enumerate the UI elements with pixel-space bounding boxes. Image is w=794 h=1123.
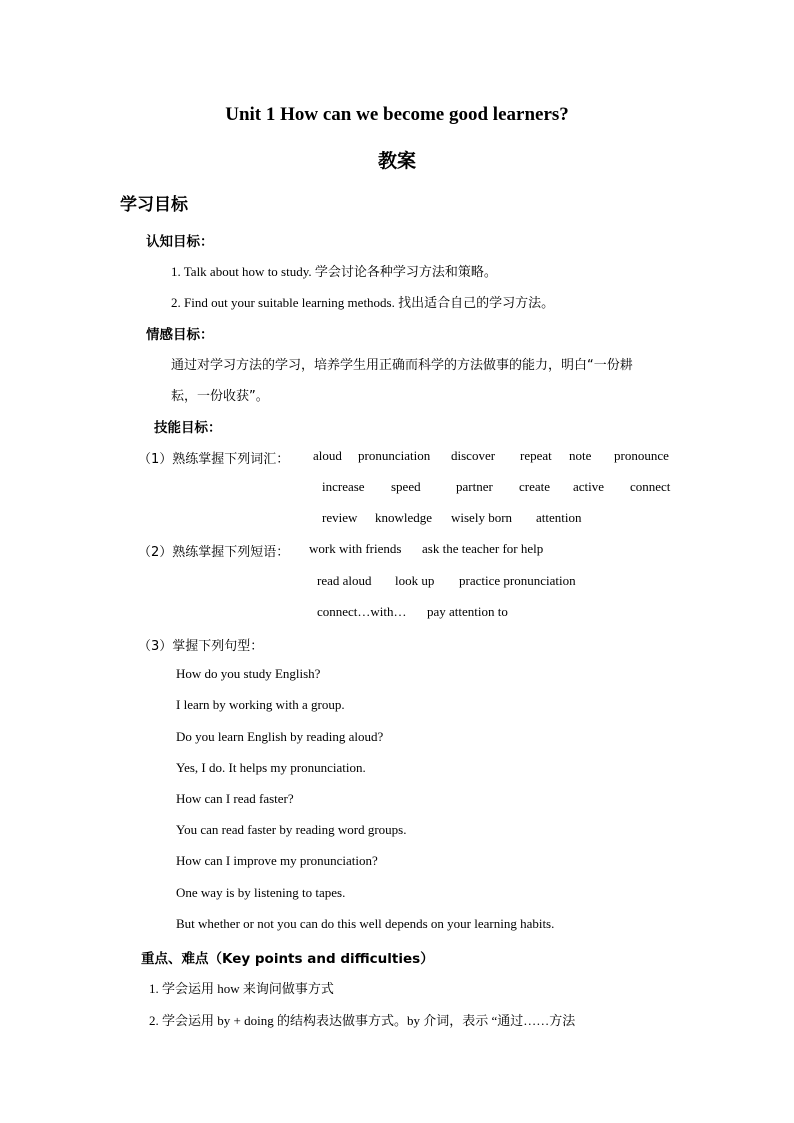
- phrase-item: work with friends: [309, 541, 402, 556]
- phrase-item: look up: [395, 573, 435, 588]
- emotional-heading: 情感目标：: [146, 327, 214, 343]
- vocab-word: increase: [322, 479, 365, 494]
- vocab-word: knowledge: [375, 510, 433, 525]
- cognitive-heading: 认知目标：: [146, 234, 214, 250]
- vocab-word: speed: [391, 479, 421, 494]
- vocab-word: repeat: [520, 448, 552, 463]
- sentence-item: You can read faster by reading word groups.: [176, 822, 407, 837]
- sentence-item: One way is by listening to tapes.: [176, 885, 346, 900]
- key-point-1: 1. 学会运用 how 来询问做事方式: [149, 981, 334, 996]
- sentence-label: （3）掌握下列句型：: [138, 639, 264, 654]
- emotional-line-1: 通过对学习方法的学习，培养学生用正确而科学的方法做事的能力，明白“一份耕: [171, 358, 633, 373]
- key-point-2: 2. 学会运用 by + doing 的结构表达做事方式。by 介词，表示 “通过……方法: [149, 1013, 576, 1028]
- sentence-item: How can I read faster?: [176, 791, 294, 806]
- vocab-word: pronounce: [614, 448, 669, 463]
- vocab-word: note: [569, 448, 592, 463]
- vocab-word: partner: [456, 479, 493, 494]
- section-heading-objectives: 学习目标: [120, 195, 188, 215]
- vocab-word: attention: [536, 510, 582, 525]
- cognitive-item-2: 2. Find out your suitable learning methods. 找出适合自己的学习方法。: [171, 295, 555, 310]
- phrase-item: pay attention to: [427, 604, 508, 619]
- emotional-line-2: 耘，一份收获”。: [171, 389, 269, 404]
- sentence-item: But whether or not you can do this well depends on your learning habits.: [176, 916, 555, 931]
- phrase-item: practice pronunciation: [459, 573, 576, 588]
- vocab-word: create: [519, 479, 551, 494]
- sentence-item: Do you learn English by reading aloud?: [176, 729, 384, 744]
- sentence-item: I learn by working with a group.: [176, 697, 345, 712]
- phrase-item: connect…with…: [317, 604, 407, 619]
- vocab-word: review: [322, 510, 358, 525]
- key-points-heading: 重点、难点（Key points and difficulties）: [141, 951, 434, 967]
- document-subtitle: 教案: [377, 150, 416, 172]
- vocab-label: （1）熟练掌握下列词汇：: [138, 452, 290, 467]
- phrase-item: ask the teacher for help: [422, 541, 544, 556]
- vocab-word: aloud: [313, 448, 342, 463]
- skills-heading: 技能目标：: [154, 420, 222, 436]
- vocab-word: pronunciation: [358, 448, 431, 463]
- sentence-item: How can I improve my pronunciation?: [176, 853, 378, 868]
- document-title: Unit 1 How can we become good learners?: [225, 104, 569, 125]
- sentence-item: Yes, I do. It helps my pronunciation.: [176, 760, 366, 775]
- sentence-item: How do you study English?: [176, 666, 321, 681]
- phrase-label: （2）熟练掌握下列短语：: [138, 545, 290, 560]
- cognitive-item-1: 1. Talk about how to study. 学会讨论各种学习方法和策略。: [171, 264, 497, 279]
- phrase-item: read aloud: [317, 573, 372, 588]
- vocab-word: connect: [630, 479, 671, 494]
- vocab-word: discover: [451, 448, 496, 463]
- vocab-word: active: [573, 479, 605, 494]
- vocab-word: wisely born: [451, 510, 513, 525]
